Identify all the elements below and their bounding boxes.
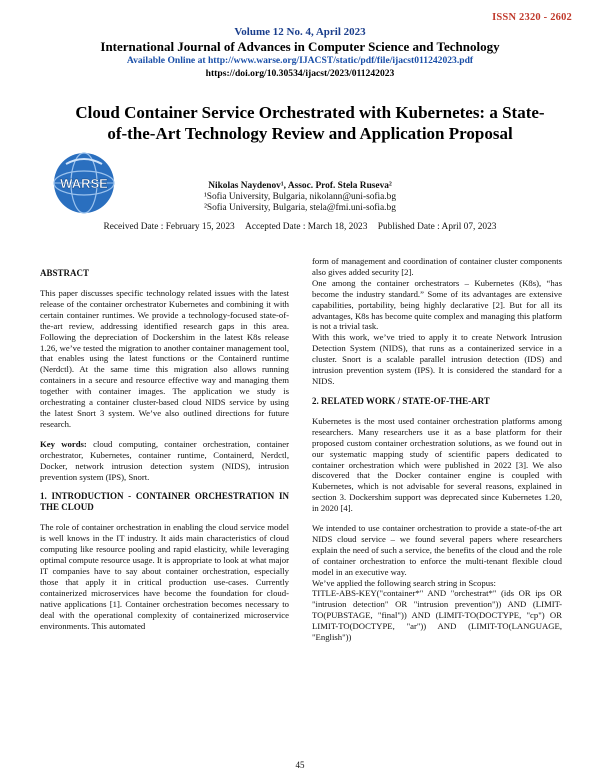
dates-line	[0, 222, 600, 232]
paragraph: One among the container orchestrators – Kubernetes (K8s), “has become the industry standard.” Some of its advantages are extensive capabilities, portability, being highly declarative [2]. But for all its advantages, K8s has become quite complex and managing this platform is not a trivial task.	[312, 277, 562, 332]
page-number: 45	[295, 760, 305, 770]
paragraph: form of management and coordination of container cluster components also gives added security [2].	[312, 256, 562, 277]
logo-text: WARSE	[60, 176, 108, 191]
intro-text: The role of container orchestration in enabling the cloud service model is well knows in the IT industry. It aids main characteristics of cloud computing like resource pooling and rapid elasticity, while leveraging optimal compute resource usage. It is appropriate to look at what major IT companies have to say about container orchestration, especially those that apply it in critical production use-cases. Currently containerized microservices have become the foundation for cloud-native applications [1]. Container orchestration becomes necessary to deal with the operational complexity of containerized microservice environments. This automated	[40, 522, 289, 631]
left-column	[40, 268, 289, 640]
right-column	[312, 256, 562, 652]
accepted-date: Accepted Date : March 18, 2023	[245, 222, 368, 232]
paper-title: Cloud Container Service Orchestrated with Kubernetes: a State-of-the-Art Technology Review and Application Proposal	[75, 103, 545, 143]
availability-link[interactable]: Available Online at http://www.warse.org/IJACST/static/pdf/file/ijacst011242023.pdf	[126, 55, 474, 66]
published-date: Published Date : April 07, 2023	[377, 222, 497, 232]
keywords	[40, 439, 289, 483]
warse-logo	[44, 150, 124, 216]
keywords-text: cloud computing, container orchestration, container orchestrator, Kubernetes, container runtime, Containerd, Nerdctl, Docker, network intrusion detection system (NIDS), intrusion prevention system (IPS), Snort.	[40, 438, 289, 482]
keywords-label: Key words:	[40, 438, 87, 449]
journal-title: International Journal of Advances in Computer Science and Technology	[100, 39, 500, 54]
paragraph: With this work, we’ve tried to apply it to create Network Intrusion Detection System (NIDS), that runs as a containerized service in a cluster. Snort is a scalable parallel intrusion detection (IDS) and intrusion prevention system (IPS). It is considered the standard for a NIDS.	[312, 332, 562, 386]
affiliation-2: ²Sofia University, Bulgaria, stela@fmi.uni-sofia.bg	[204, 203, 396, 213]
abstract-heading: ABSTRACT	[40, 268, 90, 278]
intro-heading: 1. INTRODUCTION - CONTAINER ORCHESTRATION IN THE CLOUD	[40, 491, 289, 513]
related-work-heading: 2. RELATED WORK / STATE-OF-THE-ART	[312, 395, 490, 406]
paragraph: We intended to use container orchestration to provide a state-of-the art NIDS cloud service – we found several papers where researchers explain the need of such a service, the benefits of the cloud and the role of container orchestration to enforce the multi-tenant flexible cloud model in an executive way.	[312, 523, 562, 577]
paragraph: Kubernetes is the most used container orchestration platforms among researchers. Many researchers use it as a base platform for their proposed custom container orchestration solutions, as we found out in our systematic mapping study of scientific papers dedicated to container orchestration which were published in 2022 [3]. We also discovered that the Docker container engine is coupled with Kubernetes, which is not advisable for several reasons, explained in section 3. Dockershim support was deprecated since Kubernetes 1.20, in 2020 [4].	[312, 415, 562, 514]
abstract-text: This paper discusses specific technology related issues with the latest release of the container orchestrator Kubernetes and combining it with certain container runtimes. We provide a technology-focused state-of-the-art review, addressing identified research gaps in this area. Following the depreciation of Dockershim in the latest K8s release 1.26, we’ve tested the migration to another container management tool, that enables using the latest functions or the Containerd runtime (Nerdctl). At the same time this migration also allows running containers in a secure and resource effective way and managing them together with container images. The application we study is orchestrating a container cluster-based cloud NIDS service by using the latest Snort 3 system. We’ve also outlined directions for future research.	[40, 288, 289, 429]
globe-icon	[44, 150, 124, 216]
author-names: Nikolas Naydenov¹, Assoc. Prof. Stela Ruseva²	[208, 181, 392, 191]
paragraph: We’ve applied the following search string in Scopus:	[312, 577, 496, 588]
author-block	[140, 181, 460, 214]
volume-info: Volume 12 No. 4, April 2023	[234, 26, 366, 38]
issn-label: ISSN 2320 - 2602	[492, 12, 572, 23]
doi-link[interactable]: https://doi.org/10.30534/ijacst/2023/011242023	[205, 68, 395, 79]
search-query: TITLE-ABS-KEY("container*" AND "orchestrat*" (ids OR ips OR "intrusion detection" OR "intrusion prevention")) AND (LIMIT-TO(PUBSTAGE, "final")) AND (LIMIT-TO(DOCTYPE, "cp") OR LIMIT-TO(DOCTYPE, "ar")) AND (LIMIT-TO(LANGUAGE, "English"))	[312, 588, 562, 643]
affiliation-1: ¹Sofia University, Bulgaria, nikolann@uni-sofia.bg	[203, 192, 397, 202]
received-date: Received Date : February 15, 2023	[103, 222, 235, 232]
